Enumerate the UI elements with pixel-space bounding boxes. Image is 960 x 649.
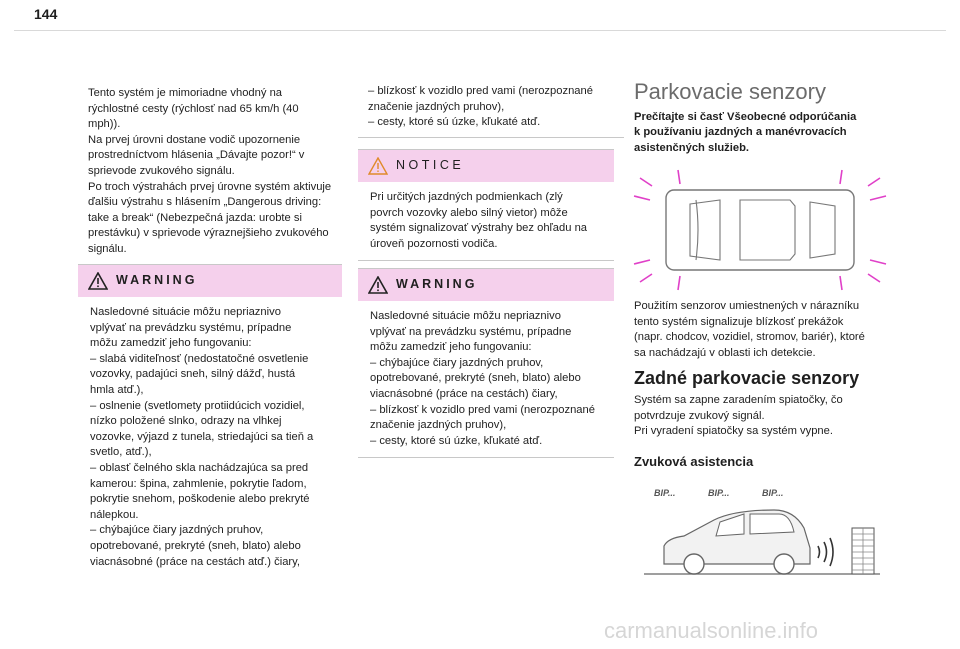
- text-line: vozovke, výjazd z tunela, striedajúci sa tieň a: [90, 430, 314, 443]
- warning-body: [358, 301, 614, 457]
- text-line: – cesty, ktoré sú úzke, kľukaté atď.: [368, 116, 541, 129]
- warning-triangle-icon: [88, 272, 108, 290]
- text-line: signálu.: [88, 242, 127, 255]
- text-line: opotrebované, prekryté (sneh, blato) alebo: [90, 539, 301, 552]
- text-line: úroveň pozornosti vodiča.: [370, 237, 498, 250]
- text-line: (napr. chodcov, vozidiel, stromov, bariér), ktoré: [634, 331, 865, 344]
- notice-body: [358, 182, 614, 260]
- header-rule: [14, 30, 946, 31]
- text-line: rýchlostné cesty (rýchlosť nad 65 km/h (40: [88, 102, 299, 115]
- column-1: [88, 86, 348, 258]
- bip-label: BIP...: [654, 488, 676, 498]
- reference-text: [634, 110, 894, 157]
- text-line: svetlo, atď.),: [90, 446, 152, 459]
- text-line: povrch vozovky alebo silný vietor) môže: [370, 206, 568, 219]
- text-line: vplývať na prevádzku systému, prípadne: [370, 325, 572, 338]
- text-line: asistenčných služieb.: [634, 141, 750, 154]
- rear-car-illustration: [644, 498, 884, 578]
- text-line: – chýbajúce čiary jazdných pruhov,: [370, 356, 544, 369]
- warning-header: [78, 265, 342, 297]
- text-line: Po troch výstrahách prvej úrovne systém aktivuje: [88, 180, 332, 193]
- text-line: – blízkosť k vozidlo pred vami (nerozpoznané: [370, 403, 595, 416]
- text-line: sa nachádzajú v oblasti ich detekcie.: [634, 346, 816, 359]
- warning-box-1: [78, 264, 342, 578]
- text-line: vozovky, padajúci sneh, silný dážď, hustá: [90, 368, 296, 381]
- intro-text: [88, 86, 348, 258]
- text-line: Pri určitých jazdných podmienkach (zlý: [370, 191, 563, 203]
- text-line: – chýbajúce čiary jazdných pruhov,: [90, 524, 264, 537]
- text-line: opotrebované, prekryté (sneh, blato) alebo: [370, 372, 581, 385]
- text-line: pokrytie snehom, poškodenie alebo prekryté: [90, 493, 310, 506]
- text-line: môžu zamedziť jeho fungovaniu:: [90, 337, 252, 350]
- text-line: Pri vyradení spiatočky sa systém vypne.: [634, 425, 833, 438]
- rear-sensors-text: [634, 393, 896, 440]
- text-line: značenie jazdných pruhov),: [370, 419, 507, 432]
- sound-wave-icon: [818, 538, 833, 566]
- text-line: systém signalizovať výstrahy bez ohľadu na: [370, 222, 588, 235]
- text-line: – oblasť čelného skla nachádzajúca sa pred: [90, 461, 309, 474]
- text-line: mph)).: [88, 118, 121, 131]
- text-line: Na prvej úrovni dostane vodič upozornenie: [88, 133, 301, 146]
- text-line: ďalšiu výstrahu s hlásením „Dangerous driving:: [88, 196, 322, 209]
- continuation-box: [358, 78, 624, 138]
- text-line: Nasledovné situácie môžu nepriaznivo: [90, 306, 281, 318]
- notice-triangle-icon: [368, 157, 388, 175]
- warning-title: WARNING: [396, 277, 478, 292]
- column-3-lower: [634, 299, 896, 469]
- subsection-title: Zadné parkovacie senzory: [634, 368, 860, 389]
- warning-header: [358, 269, 614, 301]
- text-line: nálepkou.: [90, 508, 139, 521]
- page-number: 144: [34, 6, 58, 22]
- text-line: vplývať na prevádzku systému, prípadne: [90, 321, 292, 334]
- column-3: [634, 79, 894, 156]
- text-line: potvrdzuje zvukový signál.: [634, 409, 765, 422]
- text-line: – blízkosť k vozidlo pred vami (nerozpoznané: [368, 85, 593, 97]
- text-line: Tento systém je mimoriadne vhodný na: [88, 87, 283, 99]
- text-line: Systém sa zapne zaradením spiatočky, čo: [634, 393, 843, 406]
- warning-body: [78, 297, 342, 578]
- notice-box: [358, 149, 614, 261]
- watermark: carmanualsonline.info: [604, 618, 819, 643]
- text-line: nízko položené slnko, odrazy na vlhkej: [90, 415, 282, 428]
- text-line: prestávku) v sprievode výraznejšieho zvukového: [88, 227, 329, 240]
- wall-icon: [852, 528, 874, 574]
- text-line: prostredníctvom hlásenia „Dávajte pozor!“ v: [88, 149, 305, 162]
- text-line: – slabá viditeľnosť (nedostatočné osvetlenie: [90, 352, 309, 365]
- bip-label: BIP...: [762, 488, 784, 498]
- notice-title: NOTICE: [396, 158, 465, 173]
- warning-title: WARNING: [116, 273, 198, 288]
- text-line: – cesty, ktoré sú úzke, kľukaté atď.: [370, 434, 543, 447]
- description-text: [634, 299, 896, 361]
- section-title: Parkovacie senzory: [634, 79, 826, 104]
- parking-sensors-diagram: [630, 166, 890, 292]
- text-line: tento systém signalizuje blízkosť prekážok: [634, 315, 844, 328]
- text-line: Použitím senzorov umiestnených v nárazníku: [634, 300, 860, 312]
- bip-label: BIP...: [708, 488, 730, 498]
- text-line: Nasledovné situácie môžu nepriaznivo: [370, 310, 561, 322]
- text-line: kamerou: špina, zahmlenie, pokrytie ľadom,: [90, 477, 307, 490]
- text-line: take a break“ (Nebezpečná jazda: urobte si: [88, 211, 302, 224]
- text-line: viacnásobné (práce na cestách) čiary,: [370, 387, 558, 400]
- text-line: hmla atď.),: [90, 383, 144, 396]
- text-line: – oslnenie (svetlomety protiidúcich vozidiel,: [90, 399, 305, 412]
- text-line: viacnásobné (práce na cestách atď.) čiary,: [90, 555, 301, 568]
- text-line: Prečítajte si časť Všeobecné odporúčania: [634, 110, 857, 123]
- text-line: značenie jazdných pruhov),: [368, 100, 505, 113]
- warning-box-2: [358, 268, 614, 458]
- notice-header: [358, 150, 614, 182]
- text-line: môžu zamedziť jeho fungovaniu:: [370, 341, 532, 354]
- text-line: sprievode zvukového signálu.: [88, 164, 235, 177]
- warning-triangle-icon: [368, 276, 388, 294]
- text-line: k používaniu jazdných a manévrovacích: [634, 126, 847, 139]
- audio-assist-title: Zvuková asistencia: [634, 453, 754, 469]
